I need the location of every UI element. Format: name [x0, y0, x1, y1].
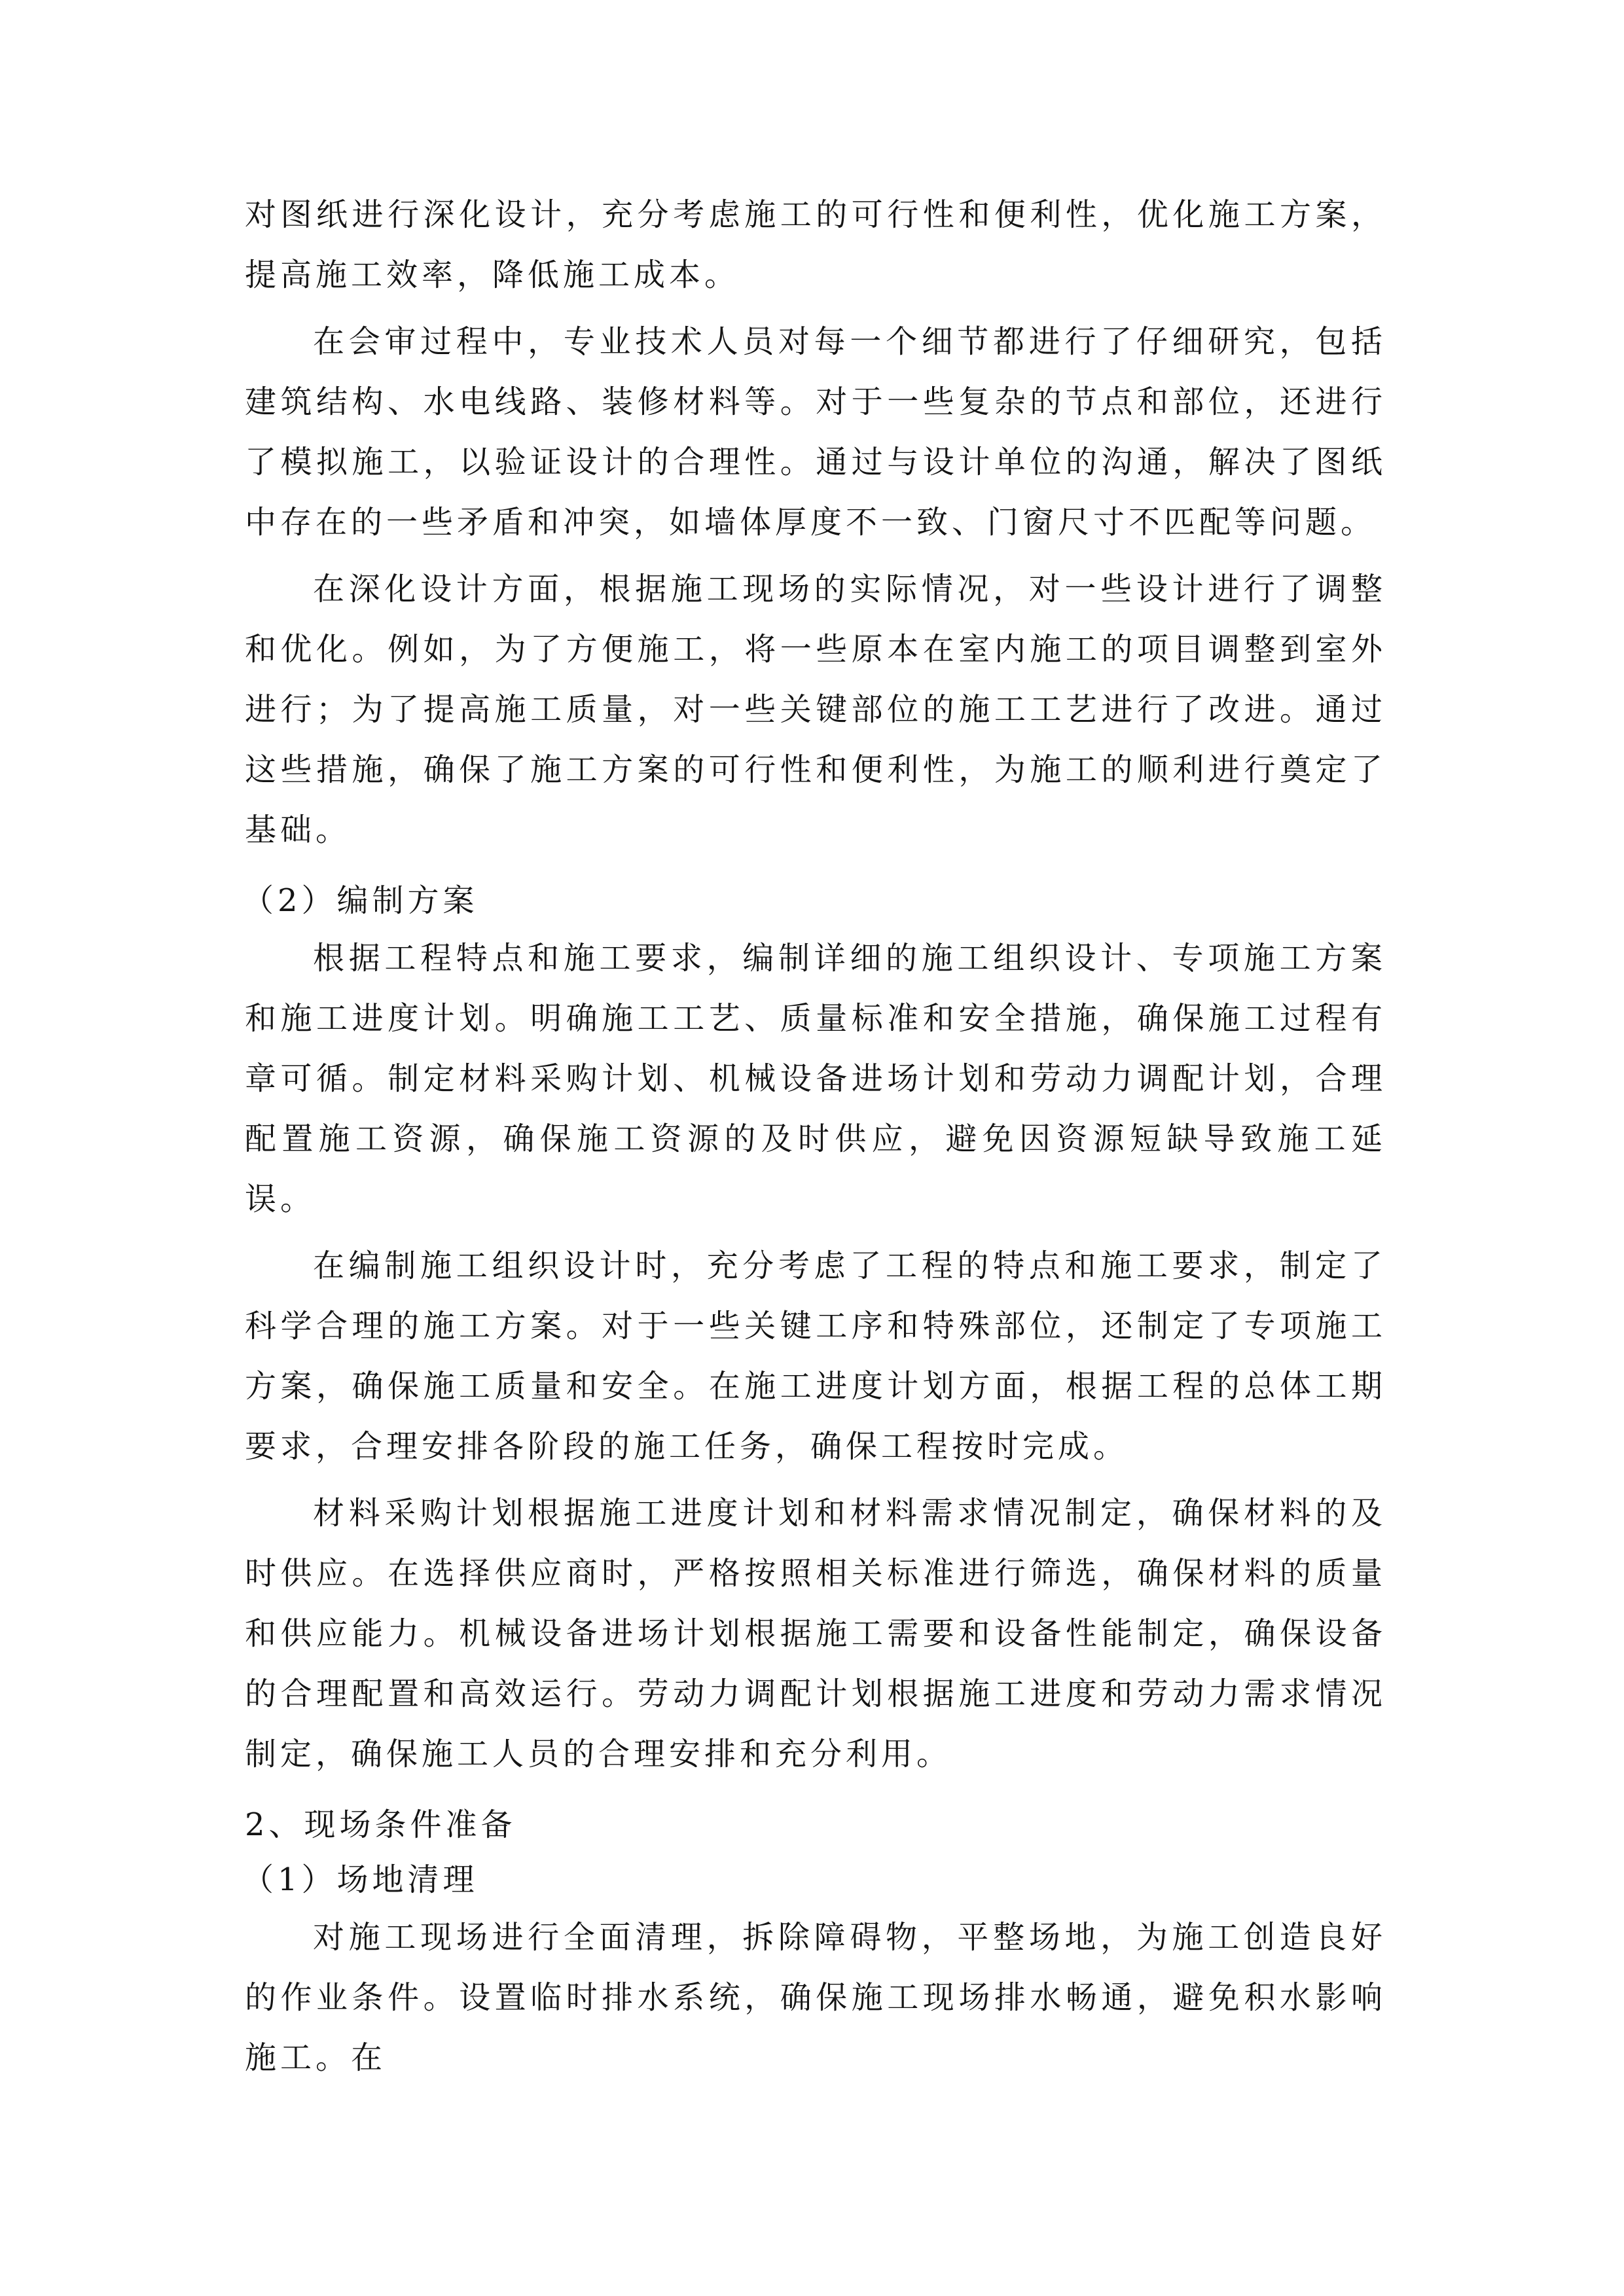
- paragraph-review-details: 在会审过程中，专业技术人员对每一个细节都进行了仔细研究，包括建筑结构、水电线路、装修材料等。对于一些复杂的节点和部位，还进行了模拟施工，以验证设计的合理性。通过与设计单位的沟通，解决了图纸中存在的一些矛盾和冲突，如墙体厚度不一致、门窗尺寸不匹配等问题。: [245, 323, 1386, 541]
- heading-site-conditions: 2、现场条件准备: [245, 1806, 516, 1843]
- paragraph-deepening-design: 在深化设计方面，根据施工现场的实际情况，对一些设计进行了调整和优化。例如，为了方便施工，将一些原本在室内施工的项目调整到室外进行；为了提高施工质量，对一些关键部位的施工工艺进行了改进。通过这些措施，确保了施工方案的可行性和便利性，为施工的顺利进行奠定了基础。: [245, 571, 1386, 848]
- paragraph-site-clearing: 对施工现场进行全面清理，拆除障碍物，平整场地，为施工创造良好的作业条件。设置临时排水系统，确保施工现场排水畅通，避免积水影响施工。在: [245, 1919, 1386, 2076]
- document-body: [242, 185, 1386, 2088]
- paragraph-continuation: 对图纸进行深化设计，充分考虑施工的可行性和便利性，优化施工方案，提高施工效率，降低施工成本。: [245, 196, 1386, 293]
- paragraph-material-procurement: 材料采购计划根据施工进度计划和材料需求情况制定，确保材料的及时供应。在选择供应商时，严格按照相关标准进行筛选，确保材料的质量和供应能力。机械设备进场计划根据施工需要和设备性能制定，确保设备的合理配置和高效运行。劳动力调配计划根据施工进度和劳动力需求情况制定，确保施工人员的合理安排和充分利用。: [245, 1495, 1386, 1772]
- heading-prepare-plan: （2）编制方案: [242, 882, 478, 919]
- heading-site-clearing: （1）场地清理: [242, 1861, 478, 1898]
- paragraph-organization-design: 在编制施工组织设计时，充分考虑了工程的特点和施工要求，制定了科学合理的施工方案。对于一些关键工序和特殊部位，还制定了专项施工方案，确保施工质量和安全。在施工进度计划方面，根据工程的总体工期要求，合理安排各阶段的施工任务，确保工程按时完成。: [245, 1247, 1386, 1465]
- paragraph-plan-requirements: 根据工程特点和施工要求，编制详细的施工组织设计、专项施工方案和施工进度计划。明确施工工艺、质量标准和安全措施，确保施工过程有章可循。制定材料采购计划、机械设备进场计划和劳动力调配计划，合理配置施工资源，确保施工资源的及时供应，避免因资源短缺导致施工延误。: [245, 940, 1386, 1217]
